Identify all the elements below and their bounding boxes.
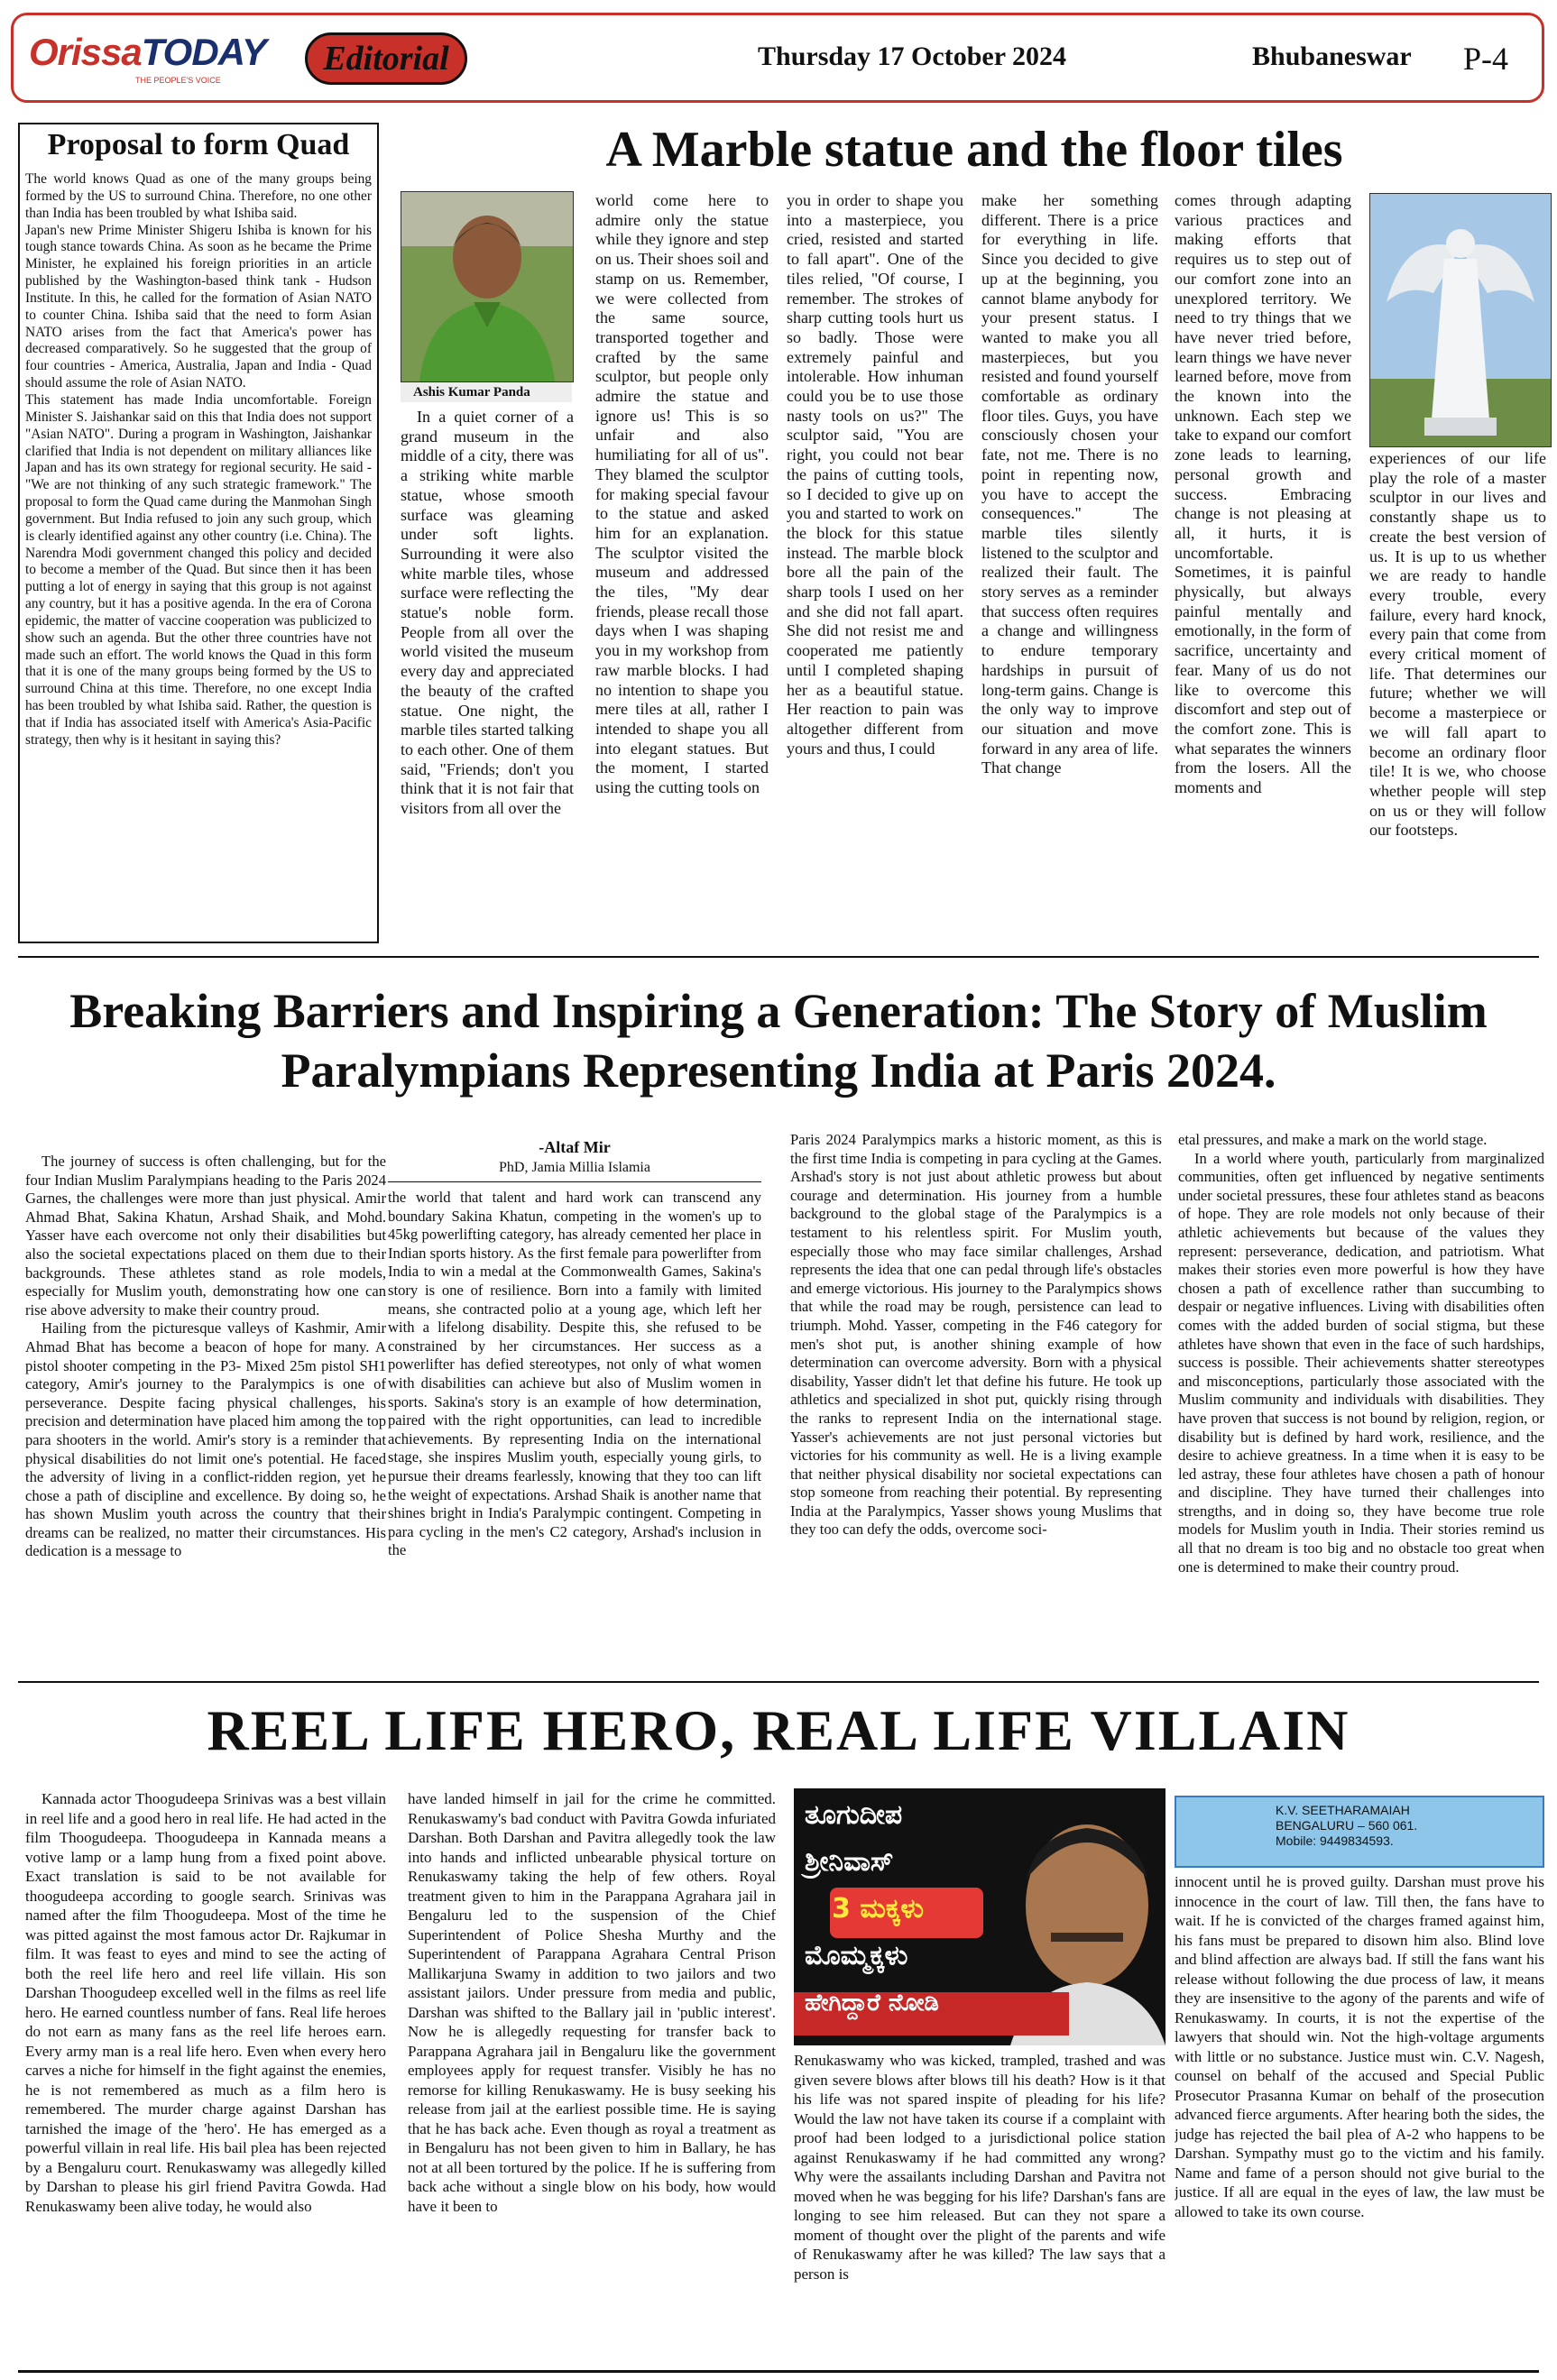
section-label: Editorial (305, 32, 467, 85)
logo-prefix: Orissa (29, 31, 142, 73)
author-portrait-icon (401, 192, 573, 381)
author-box-line: Mobile: 9449834593. (1276, 1833, 1394, 1848)
para-byline: -Altaf Mir (539, 1138, 611, 1156)
marble-text: experiences of our life play the role of a master sculptor in our lives and constantly shape us to create the best version of us. It is up to us whether we are ready to handle every trouble, every failure, every hard knock, every pain that come from every critical moment of life. That determines our future; whether we will become a masterpiece or we will fall apart to become an ordinary floor tile! It is we, who choose whether people will step on us or they will follow our footsteps. (1369, 449, 1546, 840)
quad-paragraph: This statement has made India uncomfortable. Foreign Minister S. Jaishankar said on this that India does not support "Asian NATO". During a program in Washington, Jaishankar clarified that India is not dependent on military alliances like Japan and has its own strategy for regional security. He said - "We are not thinking of any such strategic framework." The proposal to form the Quad came during the Manmohan Singh government. But India refused to join any such group, which is clearly identified against any other country (i.e. China). The Narendra Modi government changed this policy and decided to become a member of the Quad. But since then it has been putting a lot of energy in saying that this group is not against any country, but it has a positive agenda. In the era of Corona epidemic, the matter of vaccine cooperation was publicized to show such an agenda. But the other three countries have not made such an effort. The world knows the Quad in this form that it is one of the many groups being formed by the US to surround China at this time. Therefore, no one except India has been troubled by what Ishiba said. Rather, the question is that if India has associated itself with America's Asia-Pacific strategy, then why is it hesitant in saying this? (25, 391, 372, 748)
photo-caption-line: ಶ್ರೀನಿವಾಸ್ (805, 1846, 894, 1878)
reel-photo (794, 1788, 1165, 2045)
logo-main: TODAY (141, 31, 266, 73)
byline-rule (388, 1181, 761, 1182)
author-photo (401, 191, 574, 382)
reel-column-4 (1175, 1872, 1544, 2361)
photo-caption (805, 1792, 1048, 2026)
page-number: P-4 (1463, 41, 1509, 77)
footer-rule (18, 2370, 1539, 2373)
issue-city: Bhubaneswar (1252, 41, 1412, 71)
para-column-3 (790, 1131, 1162, 1672)
para-byline-affiliation: PhD, Jamia Millia Islamia (499, 1160, 650, 1175)
marble-column-4 (981, 191, 1158, 942)
issue-date: Thursday 17 October 2024 (758, 41, 1066, 71)
photo-caption-line: 3 ಮಕ್ಕಳು (832, 1893, 925, 1925)
reel-author-box (1175, 1796, 1544, 1868)
author-name: Ashis Kumar Panda (401, 382, 572, 402)
para-headline: Breaking Barriers and Inspiring a Generation: The Story of Muslim Paralympians Representing India at Paris 2024. (69, 984, 1488, 1098)
author-box-line: BENGALURU – 560 061. (1276, 1818, 1418, 1833)
reel-column-2 (408, 1789, 776, 2361)
marble-column-6 (1369, 449, 1546, 942)
reel-column-1 (25, 1789, 386, 2361)
section-divider (18, 1681, 1539, 1683)
para-text: Hailing from the picturesque valleys of Kashmir, Amir Ahmad Bhat has become a beacon of hope for many. A pistol shooter competing in the P3- Mixed 25m pistol SH1 category, Amir's journey to the Paralympics is one of perseverance. Despite facing physical challenges, his precision and determination have placed him among the top para shooters in the world. Amir's story is a reminder that physical disabilities do not limit one's potential. He faced the adversity of living in a conflict-ridden region, yet he chose a path of discipline and excellence. By doing so, he has shown Muslim youth across the country that their dreams can be realized, no matter their circumstances. His dedication is a message to (25, 1319, 386, 1560)
marble-text: you in order to shape you into a masterpiece, you cried, resisted and started to fall apart". One of the tiles relied, "Of course, I remember. The strokes of sharp cutting tools hurt us so badly. Those were extremely painful and intolerable. How inhuman could you be to use those nasty tools on us?" The sculptor said, "You are right, you could not bear the pains of cutting tools, so I decided to give up on you and started to work on the block for this statue instead. The marble block bore all the pain of the sharp tools I used on her and she did not fall apart. She did not resist me and cooperated me patiently until I completed shaping her as a beautiful statue. Her reaction to pain was altogether different from yours and thus, I could (787, 191, 963, 758)
author-box-line: K.V. SEETHARAMAIAH (1276, 1803, 1410, 1817)
marble-text: In a quiet corner of a grand museum in the middle of a city, there was a striking white marble statue, whose smooth surface was gleaming under soft lights. Surrounding it were also white marble tiles, whose surface were reflecting the statue's noble form. People from all over the world visited the museum every day and appreciated the beauty of the crafted statue. One night, the marble tiles started talking to each other. One of them said, "Friends; don't you think that it is not fair that visitors from all over the (401, 408, 574, 818)
reel-text: Kannada actor Thoogudeepa Srinivas was a best villain in reel life and a good hero in real life. He had acted in the film Thoogudeepa. Thoogudeepa in Kannada means a votive lamp or a lamp hung from a fixed point above. Exact translation is said to be not available for thoogudeepa according to google search. Srinivas was named after the film Thoogudeepa. Most of the time he was pitted against the most famous actor Dr. Rajkumar in film. It was feast to eyes and mind to see the acting of both the reel life hero and reel life villain. His son Darshan Thoogudeep excelled well in the films as reel life hero. He earned countless number of fans. Real life heroes do not earn as many fans as the reel life heroes earn. Every army man is a real life hero. Even when every hero carves a niche for himself in the fight against the enemies, he is not remembered as much as a film hero is remembered. The murder charge against Darshan has tarnished the image of the 'hero'. He has emerged as a powerful villain in real life. His bail plea has been rejected by a Bengaluru court. Renukaswamy was allegedly killed by Darshan to please his girl friend Pavitra Gowda. Had Renukaswamy been alive today, he would also (25, 1790, 386, 2215)
quad-paragraph: The world knows Quad as one of the many groups being formed by the US to surround China. Therefore, no one other than India has been troubled by what Ishiba said. (25, 171, 372, 221)
para-text: the world that talent and hard work can transcend any boundary Sakina Khatun, competing in the women's up to 45kg powerlifting category, has already cemented her place in Indian sports history. As the first female para powerlifter from India to win a medal at the Commonwealth Games, Sakina's story is one of resilience. Born into a family with limited means, she contracted polio at a young age, which left her with a lifelong disability. Despite this, she refused to be constrained by her circumstances. Her success as a powerlifter has defied stereotypes, not only of what women with disabilities can achieve but also of Muslim women in sports. Sakina's story is an example of how determination, paired with the right opportunities, can lead to incredible achievements. By representing India on the international stage, she inspires Muslim youth, especially young girls, to pursue their dreams fearlessly, knowing that they too can lift the weight of expectations. Arshad Shaik is another name that shines bright in India's Paralympic contingent. Competing in para cycling in the men's C2 category, Arshad's inclusion in the (388, 1189, 761, 1559)
reel-text: innocent until he is proved guilty. Darshan must prove his innocence in the court of law. Till then, the fans have to wait. If he is convicted of the charges framed against him, his fans must be prepared to disown him also. Blind love and blind affection are always bad. If still the fans want his release without following the due process of law, it means they are insensitive to the agony of the parents and wife of Renukaswamy. In courts, it is not the expertise of the lawyers that should win. Not the high-voltage arguments with little or no substance. Justice must win. C.V. Nagesh, counsel on behalf of the accused and Special Public Prosecutor Prasanna Kumar on behalf of the prosecution advanced fierce arguments. After hearing both the sides, the judge has rejected the bail plea of A-2 who happens to be Darshan. Sympathy must go to the victim and his family. Name and fame of a person should not give burial to the justice. If all are equal in the eyes of law, the law must be allowed to take its own course. (1175, 1873, 1544, 2220)
para-text: Paris 2024 Paralympics marks a historic moment, as this is the first time India is competing in para cycling at the Games. Arshad's story is not just about athletic prowess but about courage and determination. His journey from a humble background to the global stage of the Paralympics is a testament to his relentless spirit. For Muslim youth, especially those who may face similar challenges, Arshad represents the idea that one can pedal through life's obstacles and emerge victorious. His journey to the Paralympics shows that while the road may be rough, persistence can lead to triumph. Mohd. Yasser, competing in the F46 category for men's shot put, is another shining example of how determination can overcome adversity. Born with a physical disability, Yasser didn't let that define his future. He took up athletics and specialized in shot put, quickly rising through the ranks to represent India on the international stage. Yasser's achievements are not just personal victories but victories for his community as well. He is a living example that neither physical disability nor societal expectations can stop someone from reaching their potential. By representing India at the Paralympics, Yasser shows young Muslims that they too can defy the odds, overcome soci- (790, 1131, 1162, 1539)
para-text: In a world where youth, particularly from marginalized communities, often get influenced by negative sentiments under societal pressures, these four athletes stand as beacons of hope. They are role models not only because of their athletic achievements but because of the values they represent: perseverance, dedication, and patriotism. What makes their stories even more powerful is how they have chosen a path of excellence rather than succumbing to despair or negative influences. Living with disabilities often comes with the added burden of social stigma, but these athletes have shown that even in the face of such hardships, success is possible. Their achievements shatter stereotypes and misconceptions, particularly those associated with the Muslim community and individuals with disabilities. They have proven that success is not bound by religion, region, or disability but is defined by hard work, resilience, and the desire to achieve greatness. In a time when it is easy to be led astray, these four athletes have chosen a path of honour and discipline. They have turned their challenges into strengths, and in doing so, they have become true role models for Muslim youth in India. Their stories remind us all that no dream is too big and no obstacle too great when one is determined to make their country proud. (1178, 1149, 1544, 1576)
photo-caption-line: ಹೇಗಿದ್ದಾರೆ ನೋಡಿ (805, 1989, 939, 2017)
marble-text: comes through adapting various practices and making efforts that requires us to step out of our comfort zone into an unexplored territory. We need to try things that we have never tried before, learn things we have never learned before, move from the known into the unknown. Each step we take to expand our comfort zone leads to learning, personal growth and success. Embracing change is not pleasing at all, it hurts, it is uncomfortable. Sometimes, it is painful physically, but always painful mentally and emotionally, in the form of sacrifice, uncertainty and fear. Many of us do not like to overcome this discomfort and step out of the comfort zone. This is what separates the winners from the losers. All the moments and (1175, 191, 1351, 797)
quad-headline: Proposal to form Quad (47, 128, 350, 161)
para-column-2 (388, 1189, 761, 1672)
reel-column-3 (794, 2051, 1165, 2361)
para-column-4 (1178, 1131, 1544, 1672)
quad-body (25, 171, 372, 938)
marble-column-1 (401, 408, 574, 942)
reel-text: Renukaswamy who was kicked, trampled, trashed and was given severe blows after blows till his death? How is it that his life was not spared inspite of pleading for his life? Would the law not have taken its course if a complaint with proof had been lodged to a jurisdictional police station against Renukaswamy if he had committed any wrong? Why were the assailants including Darshan and Pavitra not moved when he was begging for his life? Darshan's fans are longing to see him released. But can they not spare a moment of thought over the plight of the parents and wife of Renukaswamy after he was killed? The law says that a person is (794, 2052, 1165, 2283)
para-column-1 (25, 1153, 386, 1672)
angel-statue-icon (1370, 194, 1551, 446)
marble-headline: A Marble statue and the floor tiles (605, 122, 1343, 178)
marble-text: world come here to admire only the statue while they ignore and step on us. Their shoes soil and stamp on us. Remember, we were collected from the same source, transported together and crafted by the same sculptor, but people only admire the statue and ignore us! This is so unfair and also humiliating for all of us". They blamed the sculptor for making special favour to the statue and asked him for an explanation. The sculptor visited the museum and addressed the tiles, "My dear friends, please recall those days when I was shaping you in my workshop from raw marble blocks. I had no intention to shape you mere tiles at all, rather I intended to shape you all into elegant statues. But the moment, I started using the cutting tools on (595, 191, 769, 797)
angel-statue-photo (1369, 193, 1552, 447)
marble-text: make her something different. There is a price for everything in life. Since you decided to give up at the beginning, you cannot blame anybody for your present status. I wanted to make you all masterpieces, but you resisted and found yourself comfortable as ordinary floor tiles. Guys, you have consciously chosen your fate, not me. There is no point in repenting now, you have to accept the consequences." The marble tiles silently listened to the sculptor and realized their fault. The story serves as a reminder that success often requires a change and willingness to endure temporary hardships in pursuit of long-term gains. Change is the only way to improve our situation and move forward in any area of life. That change (981, 191, 1158, 777)
para-text: The journey of success is often challenging, but for the four Indian Muslim Paralympians heading to the Paris 2024 Garnes, the challenges were more than just physical. Amir Ahmad Bhat, Sakina Khatun, Arshad Shaik, and Mohd. Yasser have each overcome not only their disabilities but also the societal expectations placed on them due to their backgrounds. These athletes stand as role models, especially for Muslim youth, demonstrating how one can rise above adversity to make their country proud. (25, 1153, 386, 1319)
photo-caption-line: ಮೊಮ್ಮಕ್ಕಳು (805, 1940, 908, 1971)
quad-paragraph: Japan's new Prime Minister Shigeru Ishiba is known for his tough stance towards China. As soon as he became the Prime Minister, he explained his foreign priorities in an article published by the Washington-based think tank - Hudson Institute. In this, he called for the formation of Asian NATO to counter China. Ishiba said that the need to form Asian NATO arises from the fact that America's power has decreased comparatively. So he suggested that the group of four countries - America, Australia, Japan and India - Quad should assume the role of Asian NATO. (25, 222, 372, 391)
logo-tagline: THE PEOPLE'S VOICE (135, 76, 221, 85)
photo-caption-line: ತೂಗುದೀಪ (805, 1799, 903, 1831)
logo (29, 31, 266, 74)
marble-column-5 (1175, 191, 1351, 942)
reel-headline: REEL LIFE HERO, REAL LIFE VILLAIN (207, 1698, 1350, 1762)
para-text: etal pressures, and make a mark on the world stage. (1178, 1131, 1488, 1148)
marble-column-3 (787, 191, 963, 942)
marble-column-2 (595, 191, 769, 942)
reel-text: have landed himself in jail for the crime he committed. Renukaswamy's bad conduct with Pavitra Gowda infuriated Darshan. Both Darshan and Pavitra allegedly took the law into hands and inflicted unbearable physical torture on Renukaswamy taking the help of few others. Royal treatment given to him in the Parappana Agrahara jail in Bengaluru led to the suspension of the Chief Superintendent of Police Shesha Murthy and the Superintendent of Parappana Agrahara Central Prison Mallikarjuna Swamy in addition to two jailors and two assistant jailors. Under pressure from media and public, Darshan was shifted to the Ballary jail in 'public interest'. Now he is allegedly requesting for transfer back to Parappana Agrahara jail in Bengaluru like the government employees apply for request transfer. Visibly he has no remorse for killing Renukaswamy. He is busy seeking his release from jail at the earliest possible time. He is saying that he has back ache. Even though as royal a treatment as in Bengaluru has not been given to him in Ballary, he has not at all been tortured by the police. If he is suffering from back ache without a single blow on his body, how would have it been to (408, 1790, 776, 2215)
section-divider (18, 956, 1539, 958)
